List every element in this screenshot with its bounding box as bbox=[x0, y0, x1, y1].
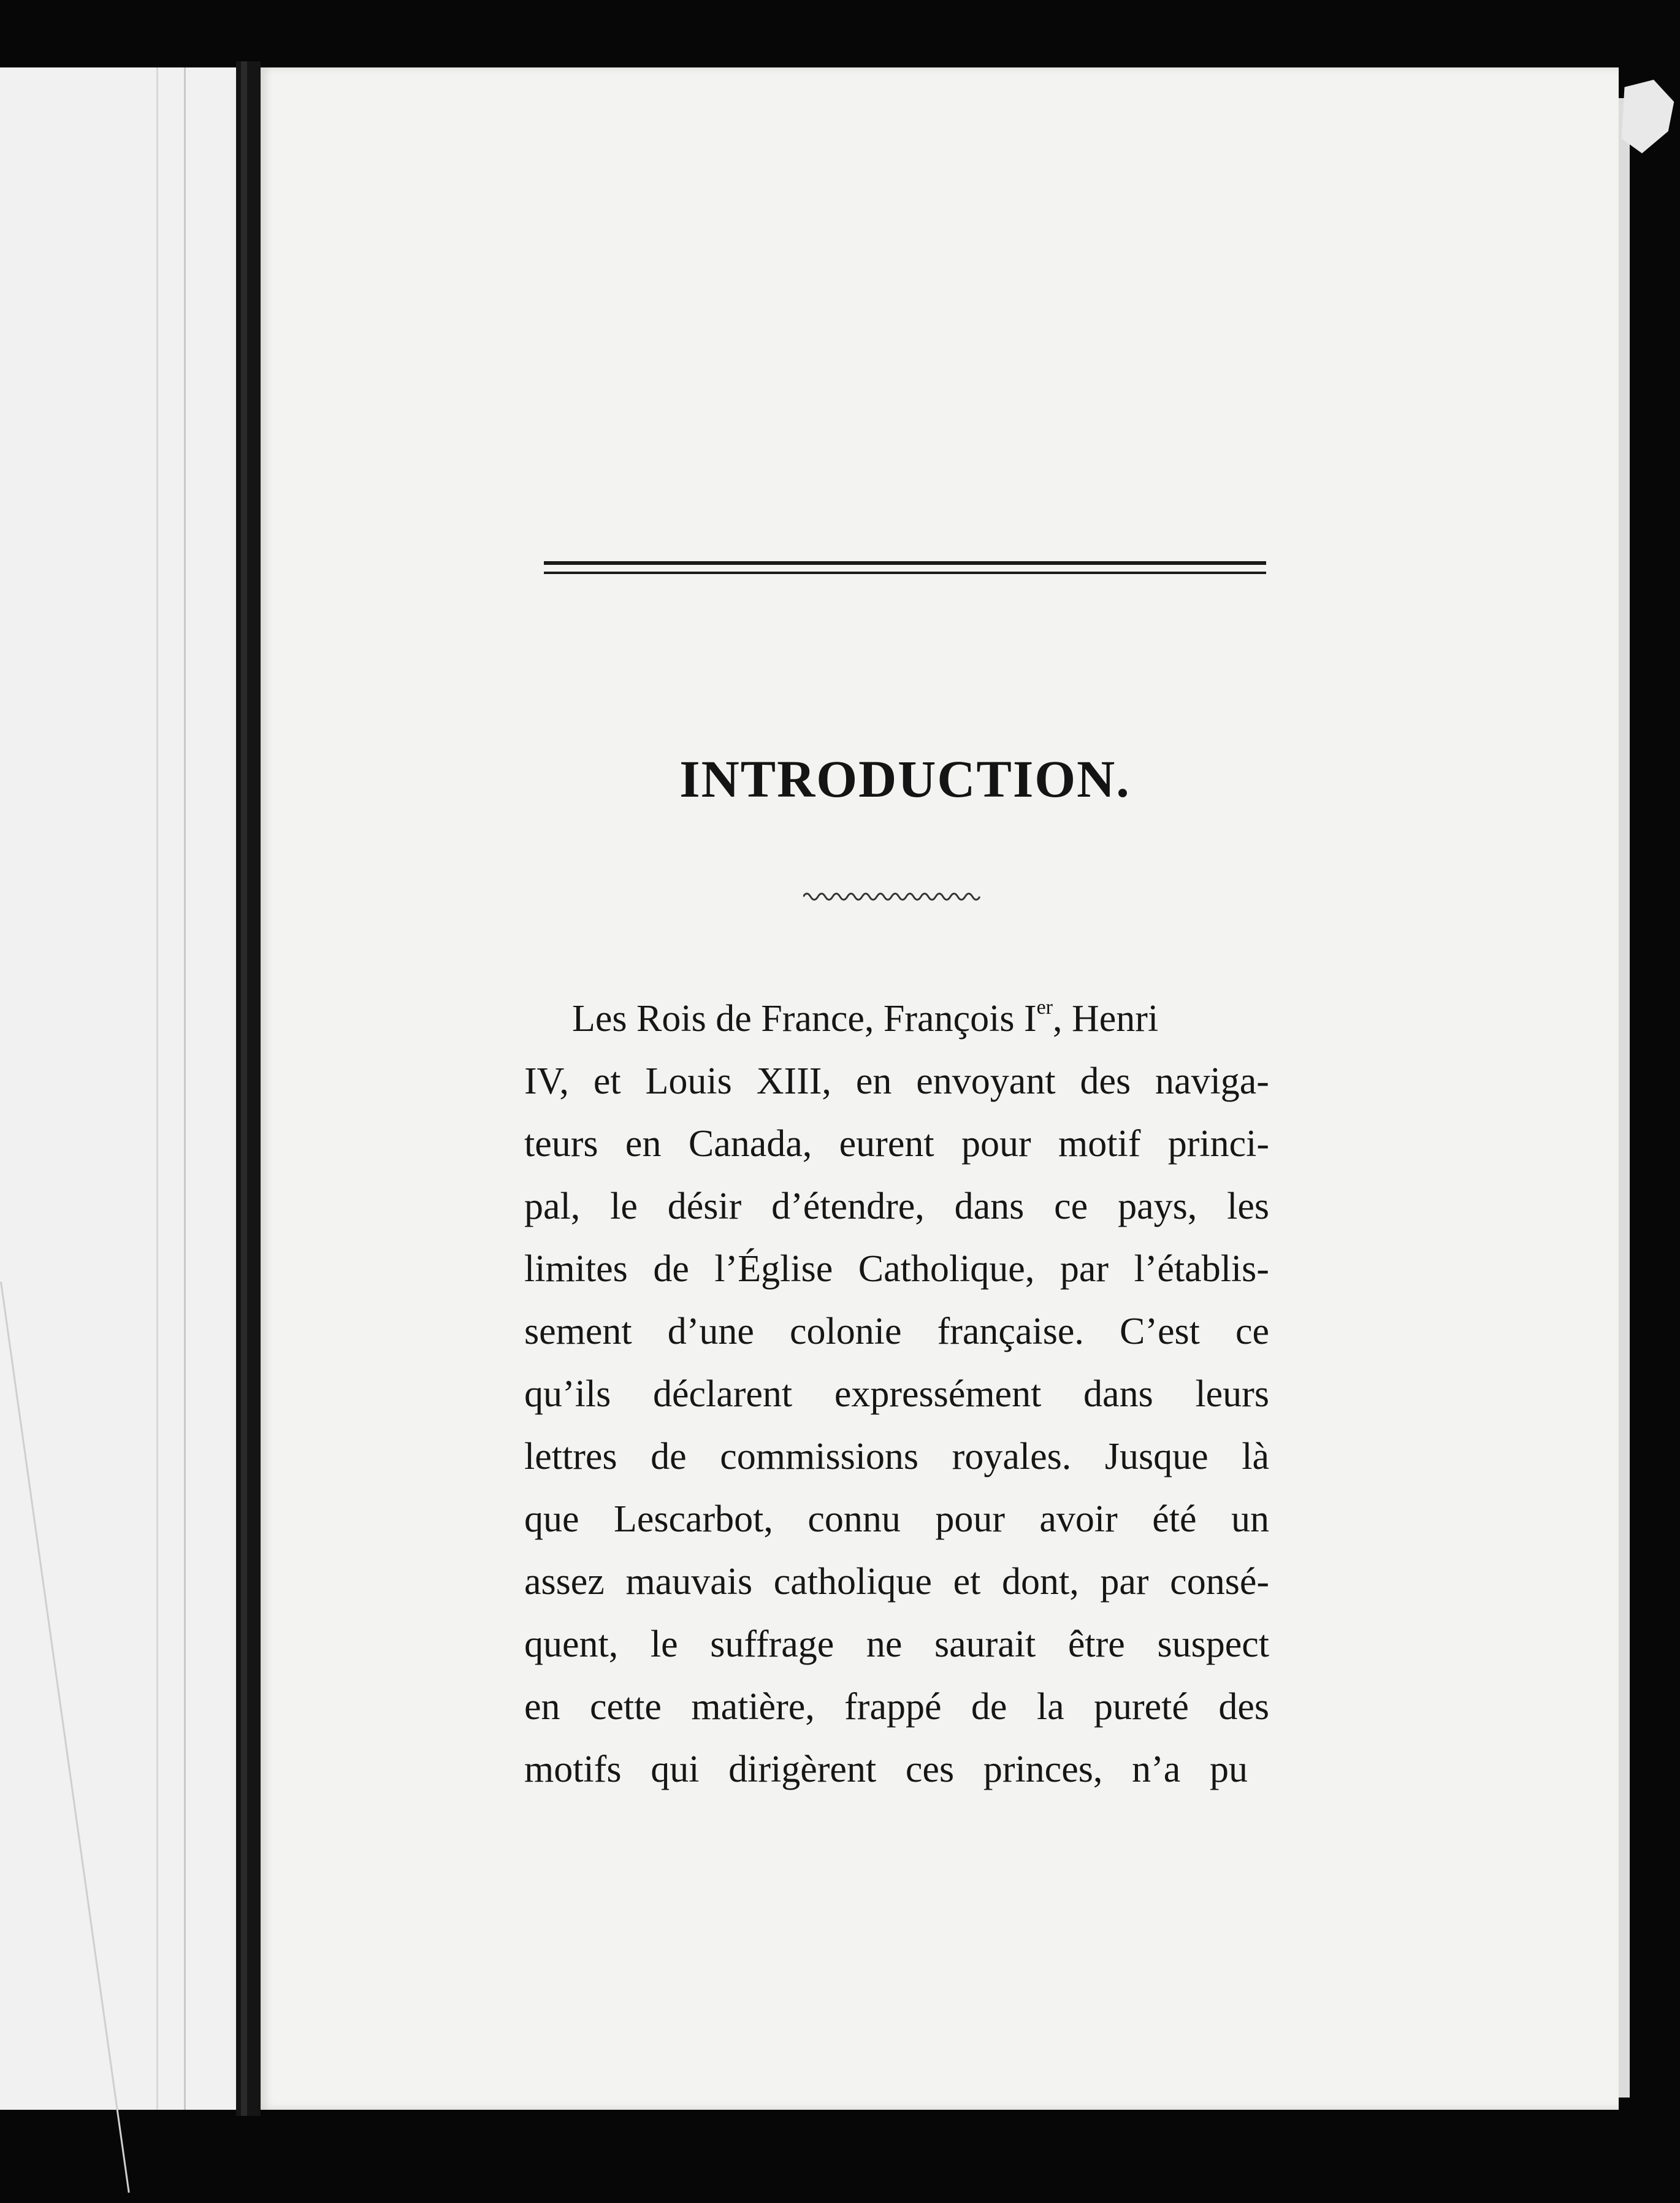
word: Lescarbot, bbox=[613, 1498, 773, 1540]
word: été bbox=[1152, 1498, 1197, 1540]
word: qu’ils bbox=[524, 1373, 611, 1415]
text-line bbox=[524, 1175, 1269, 1238]
word: assez bbox=[524, 1561, 605, 1603]
text-line bbox=[524, 987, 1269, 1050]
word: dans bbox=[954, 1186, 1025, 1227]
text-line bbox=[524, 1363, 1269, 1425]
word: des bbox=[1218, 1686, 1269, 1728]
text-line bbox=[524, 1050, 1269, 1113]
word: motif bbox=[1058, 1123, 1141, 1165]
word: consé- bbox=[1170, 1561, 1269, 1603]
word: les bbox=[1227, 1186, 1269, 1227]
page-crease bbox=[184, 67, 186, 2110]
word: en bbox=[625, 1123, 662, 1165]
word: Catholique, bbox=[858, 1248, 1035, 1290]
word: expressément bbox=[834, 1373, 1042, 1415]
word: dirigèrent bbox=[728, 1749, 877, 1790]
word: connu bbox=[808, 1498, 901, 1540]
word: en bbox=[524, 1686, 560, 1728]
word: pureté bbox=[1094, 1686, 1189, 1728]
word: le bbox=[650, 1623, 678, 1665]
text-line bbox=[524, 1238, 1269, 1300]
page-fold-line bbox=[0, 1282, 130, 2193]
word: ce bbox=[1054, 1186, 1088, 1227]
text-line-content: Les Rois de France, François I bbox=[572, 998, 1037, 1040]
word: la bbox=[1036, 1686, 1064, 1728]
word: qui bbox=[651, 1749, 700, 1790]
word: d’une bbox=[667, 1311, 754, 1352]
word: matière, bbox=[691, 1686, 815, 1728]
word: colonie bbox=[790, 1311, 902, 1352]
word: l’établis- bbox=[1134, 1248, 1269, 1290]
word: saurait bbox=[934, 1623, 1036, 1665]
word: XIII, bbox=[756, 1060, 831, 1102]
word: et bbox=[953, 1561, 981, 1603]
introduction-paragraph bbox=[524, 987, 1269, 1801]
word: princi- bbox=[1167, 1123, 1269, 1165]
word: cette bbox=[589, 1686, 662, 1728]
word: et bbox=[593, 1060, 621, 1102]
word: en bbox=[855, 1060, 892, 1102]
word: française. bbox=[937, 1311, 1084, 1352]
word: teurs bbox=[524, 1123, 598, 1165]
facing-page bbox=[0, 67, 240, 2110]
word: par bbox=[1100, 1561, 1149, 1603]
word: naviga- bbox=[1155, 1060, 1269, 1102]
word: envoyant bbox=[916, 1060, 1056, 1102]
book-gutter bbox=[236, 61, 261, 2116]
word: n’a bbox=[1132, 1749, 1181, 1790]
text-line bbox=[524, 1300, 1269, 1363]
text-line bbox=[524, 1113, 1269, 1175]
ornamental-rule-bottom bbox=[544, 572, 1266, 574]
page-edge bbox=[1619, 98, 1630, 2098]
chapter-title: INTRODUCTION. bbox=[679, 749, 1131, 808]
word: désir bbox=[667, 1186, 742, 1227]
word: un bbox=[1231, 1498, 1269, 1540]
word: royales. bbox=[952, 1436, 1072, 1477]
word: l’Église bbox=[714, 1248, 833, 1290]
word: de bbox=[653, 1248, 689, 1290]
word: pour bbox=[935, 1498, 1005, 1540]
word: pour bbox=[961, 1123, 1031, 1165]
word: par bbox=[1060, 1248, 1109, 1290]
word: suffrage bbox=[710, 1623, 834, 1665]
wavy-ornament-icon bbox=[803, 888, 981, 905]
word: motifs bbox=[524, 1749, 622, 1790]
text-line bbox=[524, 1425, 1269, 1488]
word: quent, bbox=[524, 1623, 619, 1665]
text-line bbox=[524, 1550, 1269, 1613]
word: commissions bbox=[720, 1436, 919, 1477]
word: de bbox=[971, 1686, 1007, 1728]
word: être bbox=[1067, 1623, 1125, 1665]
text-line bbox=[524, 1676, 1269, 1738]
word: mauvais bbox=[625, 1561, 753, 1603]
word: ne bbox=[866, 1623, 903, 1665]
page-crease bbox=[156, 67, 158, 2110]
word: lettres bbox=[524, 1436, 617, 1477]
word: que bbox=[524, 1498, 579, 1540]
word: ce bbox=[1235, 1311, 1269, 1352]
word: pays, bbox=[1118, 1186, 1197, 1227]
word: limites bbox=[524, 1248, 628, 1290]
word: Louis bbox=[645, 1060, 732, 1102]
text-line bbox=[524, 1488, 1269, 1550]
word: d’étendre, bbox=[771, 1186, 925, 1227]
word: suspect bbox=[1157, 1623, 1269, 1665]
word: des bbox=[1080, 1060, 1131, 1102]
word: dans bbox=[1083, 1373, 1153, 1415]
word: pal, bbox=[524, 1186, 581, 1227]
text-line bbox=[524, 1613, 1269, 1676]
word: dont, bbox=[1001, 1561, 1079, 1603]
word: IV, bbox=[524, 1060, 569, 1102]
word: sement bbox=[524, 1311, 632, 1352]
word: catholique bbox=[773, 1561, 932, 1603]
book-spine-shadow bbox=[241, 61, 247, 2116]
ornamental-rule-top bbox=[544, 561, 1266, 565]
word: ces bbox=[905, 1749, 955, 1790]
word: C’est bbox=[1119, 1311, 1200, 1352]
text-line-tail: , Henri bbox=[1053, 998, 1159, 1040]
word: frappé bbox=[844, 1686, 942, 1728]
word: le bbox=[610, 1186, 638, 1227]
word: leurs bbox=[1195, 1373, 1269, 1415]
word: princes, bbox=[983, 1749, 1103, 1790]
text-line bbox=[524, 1738, 1248, 1801]
word: eurent bbox=[839, 1123, 934, 1165]
word: avoir bbox=[1039, 1498, 1118, 1540]
word: déclarent bbox=[652, 1373, 793, 1415]
word: Canada, bbox=[688, 1123, 812, 1165]
word: pu bbox=[1210, 1749, 1248, 1790]
superscript: er bbox=[1036, 996, 1053, 1019]
word: de bbox=[651, 1436, 687, 1477]
word: là bbox=[1242, 1436, 1269, 1477]
word: Jusque bbox=[1104, 1436, 1208, 1477]
